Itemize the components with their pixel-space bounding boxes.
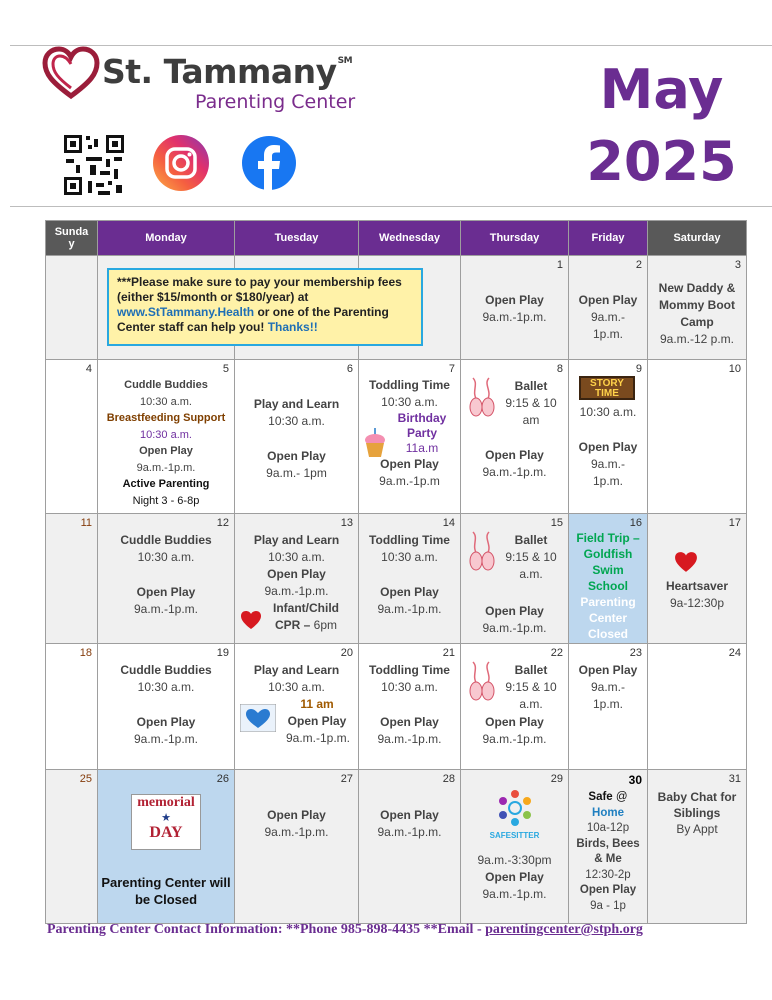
event-time: 10a-12p xyxy=(586,822,630,834)
weekday-tuesday: Tuesday xyxy=(235,221,359,256)
event-time: 10:30 a.m. xyxy=(381,550,438,564)
event-time: 9a.m.-1p.m. xyxy=(482,621,547,635)
day-cell-17[interactable] xyxy=(648,514,747,644)
event-time: Night 3 - 6-8p xyxy=(132,494,200,507)
event-title: Open Play xyxy=(485,604,544,618)
contact-footer: Parenting Center Contact Information: **Phone 985-898-4435 **Email - parentingcenter@stph.org xyxy=(47,922,643,937)
day-cell-26[interactable] xyxy=(98,770,235,924)
event-title: Cuddle Buddies xyxy=(120,533,212,547)
membership-reminder-banner: ***Please make sure to pay your membership fees (either $15/month or $180/year) at www.StTammany.Health or one of the Parenting Center staff can help you! Thanks!! xyxy=(107,268,423,346)
safesitter-logo: SAFESITTER xyxy=(487,788,543,840)
day-cell-20[interactable] xyxy=(235,644,359,770)
event-title: Open Play xyxy=(380,715,439,729)
event-title: Play and Learn xyxy=(253,397,340,411)
day-cell-1[interactable] xyxy=(461,256,569,360)
event-title: Open Play xyxy=(267,567,326,581)
event-time: 10:30 a.m. xyxy=(381,395,438,409)
event-title: Play and Learn xyxy=(253,663,340,677)
event-time: 9a.m.-1p.m. xyxy=(377,602,442,616)
day-number: 14 xyxy=(442,517,455,529)
weekday-monday: Monday xyxy=(98,221,235,256)
cupcake-icon xyxy=(363,428,387,458)
qr-code-icon[interactable] xyxy=(62,133,126,197)
week-row xyxy=(46,644,747,770)
event-title: Play and Learn xyxy=(253,533,340,547)
event-time: 9:15 & 10 a.m. xyxy=(505,680,557,711)
day-number: 9 xyxy=(635,363,642,375)
event-note: Parenting Center will be Closed xyxy=(101,875,231,907)
event-title: Birds, Bees & Me xyxy=(576,837,640,865)
event-title: Open Play xyxy=(578,663,638,677)
day-number: 20 xyxy=(340,647,353,659)
event-title: Open Play xyxy=(136,715,196,729)
event-time: 9a.m.-1p.m. xyxy=(377,732,442,746)
day-cell-14[interactable] xyxy=(359,514,461,644)
event-title: Open Play xyxy=(578,440,638,454)
event-time: 12:30-2p xyxy=(585,868,631,881)
event-title: Open Play xyxy=(485,715,544,729)
weekday-saturday: Saturday xyxy=(648,221,747,256)
event-time: 10:30 a.m. xyxy=(268,414,325,428)
day-cell-21[interactable] xyxy=(359,644,461,770)
event-time: 10:30 a.m. xyxy=(268,680,325,694)
story-time-sign: STORY TIME xyxy=(579,376,635,400)
st-tammany-logo xyxy=(42,46,372,116)
day-number: 21 xyxy=(442,647,455,659)
event-title: Field Trip – Goldfish Swim School xyxy=(576,531,640,593)
event-title: Active Parenting xyxy=(122,478,210,490)
event-time: 9a.m.-1p.m. xyxy=(377,825,442,839)
day-number: 10 xyxy=(728,363,741,375)
event-time: 9a.m.-1p.m. xyxy=(482,465,547,479)
day-number: 24 xyxy=(728,647,741,659)
day-cell-4[interactable] xyxy=(46,360,98,514)
day-number: 7 xyxy=(448,363,455,375)
event-title: Open Play xyxy=(139,445,193,457)
day-number: 13 xyxy=(340,517,353,529)
day-cell-24[interactable] xyxy=(648,644,747,770)
month-title: May xyxy=(599,58,724,121)
email-link[interactable]: parentingcenter@stph.org xyxy=(485,922,643,937)
event-time: 1p.m. xyxy=(592,697,623,711)
weekday-wednesday: Wednesday xyxy=(359,221,461,256)
day-cell-2[interactable] xyxy=(569,256,648,360)
event-title: Open Play xyxy=(485,293,544,307)
event-time: 1p.m. xyxy=(592,474,623,488)
trademark-mark: SM xyxy=(337,56,353,66)
ballet-shoes-icon xyxy=(467,374,497,418)
day-cell-18[interactable] xyxy=(46,644,98,770)
event-time: 10:30 a.m. xyxy=(137,550,195,564)
day-cell-12[interactable] xyxy=(98,514,235,644)
event-title: Ballet xyxy=(514,663,548,677)
day-number: 1 xyxy=(556,259,563,271)
weekday-friday: Friday xyxy=(569,221,648,256)
ballet-shoes-icon xyxy=(467,528,497,572)
day-cell-25[interactable] xyxy=(46,770,98,924)
org-name: St. Tammany℠ xyxy=(102,52,353,91)
weekday-thursday: Thursday xyxy=(461,221,569,256)
event-title: Open Play xyxy=(380,808,439,822)
event-title: Ballet xyxy=(514,379,548,393)
event-title: Cuddle Buddies xyxy=(120,663,212,677)
event-time: 9a.m.-1p.m. xyxy=(482,732,547,746)
event-time: 10:30 a.m. xyxy=(140,395,192,408)
safesitter-icon xyxy=(495,788,535,828)
event-title: Breastfeeding Support xyxy=(106,412,226,424)
day-number: 30 xyxy=(628,773,642,787)
event-title: Baby Chat for Siblings xyxy=(657,790,737,820)
day-number: 15 xyxy=(550,517,563,529)
event-time: 9a.m.-1p.m. xyxy=(136,461,196,474)
day-number: 22 xyxy=(550,647,563,659)
event-title: Open Play xyxy=(136,585,196,599)
day-cell-29[interactable] xyxy=(461,770,569,924)
day-number: 8 xyxy=(556,363,563,375)
event-time: 9a.m.-12 p.m. xyxy=(659,332,735,346)
day-number: 31 xyxy=(728,773,741,785)
header-divider xyxy=(10,206,772,207)
event-time: 10:30 a.m. xyxy=(140,428,192,441)
weekday-header-row xyxy=(46,221,747,256)
day-number: 11 xyxy=(80,517,92,529)
day-number: 17 xyxy=(728,517,741,529)
event-time: 9a.m.- xyxy=(590,457,625,471)
day-cell-22[interactable] xyxy=(461,644,569,770)
day-cell-13[interactable] xyxy=(235,514,359,644)
event-time: 9a.m.-1p.m. xyxy=(482,887,547,901)
day-cell-9[interactable] xyxy=(569,360,648,514)
event-title: Open Play xyxy=(485,870,544,884)
day-cell-8[interactable] xyxy=(461,360,569,514)
day-number: 5 xyxy=(222,363,229,375)
event-time: 9a.m.-1p.m. xyxy=(133,602,199,616)
event-title: Heartsaver xyxy=(665,579,729,593)
day-number: 4 xyxy=(85,363,92,375)
memorial-day-logo: memorial ★ DAY xyxy=(131,794,201,850)
event-time: 10:30 a.m. xyxy=(137,680,195,694)
org-subtitle: Parenting Center xyxy=(195,91,356,113)
day-number: 28 xyxy=(442,773,455,785)
event-time: By Appt xyxy=(676,822,718,836)
empty-day-cell xyxy=(46,256,98,360)
event-time: 9a.m.-1p.m. xyxy=(482,310,547,324)
event-title: CPR – 6pm xyxy=(274,618,338,632)
day-cell-11[interactable] xyxy=(46,514,98,644)
event-time: 11a.m xyxy=(405,441,439,455)
day-number: 3 xyxy=(734,259,741,271)
event-title: Open Play xyxy=(267,449,326,463)
day-number: 2 xyxy=(635,259,642,271)
heart-icon xyxy=(240,609,262,631)
week-row xyxy=(46,360,747,514)
day-cell-5[interactable] xyxy=(98,360,235,514)
event-time: 9a.m.-3:30pm xyxy=(477,853,552,867)
day-cell-27[interactable] xyxy=(235,770,359,924)
day-cell-10[interactable] xyxy=(648,360,747,514)
event-time: 10:30 a.m. xyxy=(268,550,325,564)
event-title: Toddling Time xyxy=(369,378,450,392)
event-time: 9a.m.-1p.m. xyxy=(264,825,329,839)
day-number: 29 xyxy=(550,773,563,785)
star-icon: ★ xyxy=(161,812,171,824)
day-number: 27 xyxy=(340,773,353,785)
event-time: 9a.m.-1p.m xyxy=(379,474,440,488)
event-title: Toddling Time xyxy=(369,663,450,677)
day-number: 12 xyxy=(216,517,229,529)
event-time: 9:15 & 10 a.m. xyxy=(505,550,557,581)
event-title: Cuddle Buddies xyxy=(124,379,208,391)
event-title: New Daddy & Mommy Boot Camp xyxy=(658,281,736,329)
year-title: 2025 xyxy=(586,130,737,193)
heart-icon xyxy=(674,550,698,574)
facebook-icon[interactable] xyxy=(241,135,297,191)
event-time: 9:15 & 10 am xyxy=(505,396,557,427)
website-link[interactable]: www.StTammany.Health xyxy=(117,305,255,319)
event-title: Infant/Child xyxy=(273,601,339,615)
event-title: Open Play xyxy=(579,884,637,896)
event-time: 10:30 a.m. xyxy=(579,405,637,419)
event-title: Open Play xyxy=(267,808,326,822)
ballet-shoes-icon xyxy=(467,658,497,702)
day-number: 23 xyxy=(629,647,642,659)
event-title: Ballet xyxy=(514,533,548,547)
event-time: 10:30 a.m. xyxy=(381,680,438,694)
love-on-a-leash-icon xyxy=(240,704,276,732)
event-time: 11 am xyxy=(300,697,334,711)
day-cell-3[interactable] xyxy=(648,256,747,360)
event-time: 1p.m. xyxy=(592,327,623,341)
event-time: 9a-12:30p xyxy=(669,596,725,610)
event-title: Open Play xyxy=(380,457,439,471)
event-time: 9a.m.- xyxy=(590,680,625,694)
event-time: 9a.m.- 1pm xyxy=(266,466,327,480)
day-cell-16[interactable] xyxy=(569,514,648,644)
event-time: 9a.m.-1p.m. xyxy=(133,732,199,746)
event-title: Open Play xyxy=(485,448,544,462)
event-time: 9a - 1p xyxy=(590,899,626,912)
event-title: Open Play xyxy=(380,585,439,599)
instagram-icon[interactable] xyxy=(152,134,210,192)
event-note: Parenting Center Closed xyxy=(580,595,636,641)
day-number: 18 xyxy=(79,647,92,659)
day-number: 19 xyxy=(216,647,229,659)
event-title: Birthday Party xyxy=(397,411,447,440)
heart-logo-icon xyxy=(42,46,100,102)
day-cell-28[interactable] xyxy=(359,770,461,924)
week-row xyxy=(46,514,747,644)
event-time: 9a.m.-1p.m. xyxy=(264,584,329,598)
event-title: Safe @ Home xyxy=(588,791,628,819)
day-number: 25 xyxy=(79,773,92,785)
day-number: 16 xyxy=(629,517,642,529)
week-row xyxy=(46,770,747,924)
day-cell-30[interactable] xyxy=(569,770,648,924)
event-time: 9a.m.- xyxy=(590,310,625,324)
day-cell-19[interactable] xyxy=(98,644,235,770)
day-number: 26 xyxy=(216,773,229,785)
event-time: 9a.m.-1p.m. xyxy=(285,731,350,745)
day-cell-31[interactable] xyxy=(648,770,747,924)
day-cell-7[interactable] xyxy=(359,360,461,514)
event-title: Toddling Time xyxy=(369,533,450,547)
event-title: Open Play xyxy=(578,293,638,307)
weekday-sunday: Sunda y xyxy=(46,221,98,256)
day-cell-15[interactable] xyxy=(461,514,569,644)
day-cell-23[interactable] xyxy=(569,644,648,770)
event-title: Open Play xyxy=(287,714,347,728)
day-cell-6[interactable] xyxy=(235,360,359,514)
day-number: 6 xyxy=(346,363,353,375)
